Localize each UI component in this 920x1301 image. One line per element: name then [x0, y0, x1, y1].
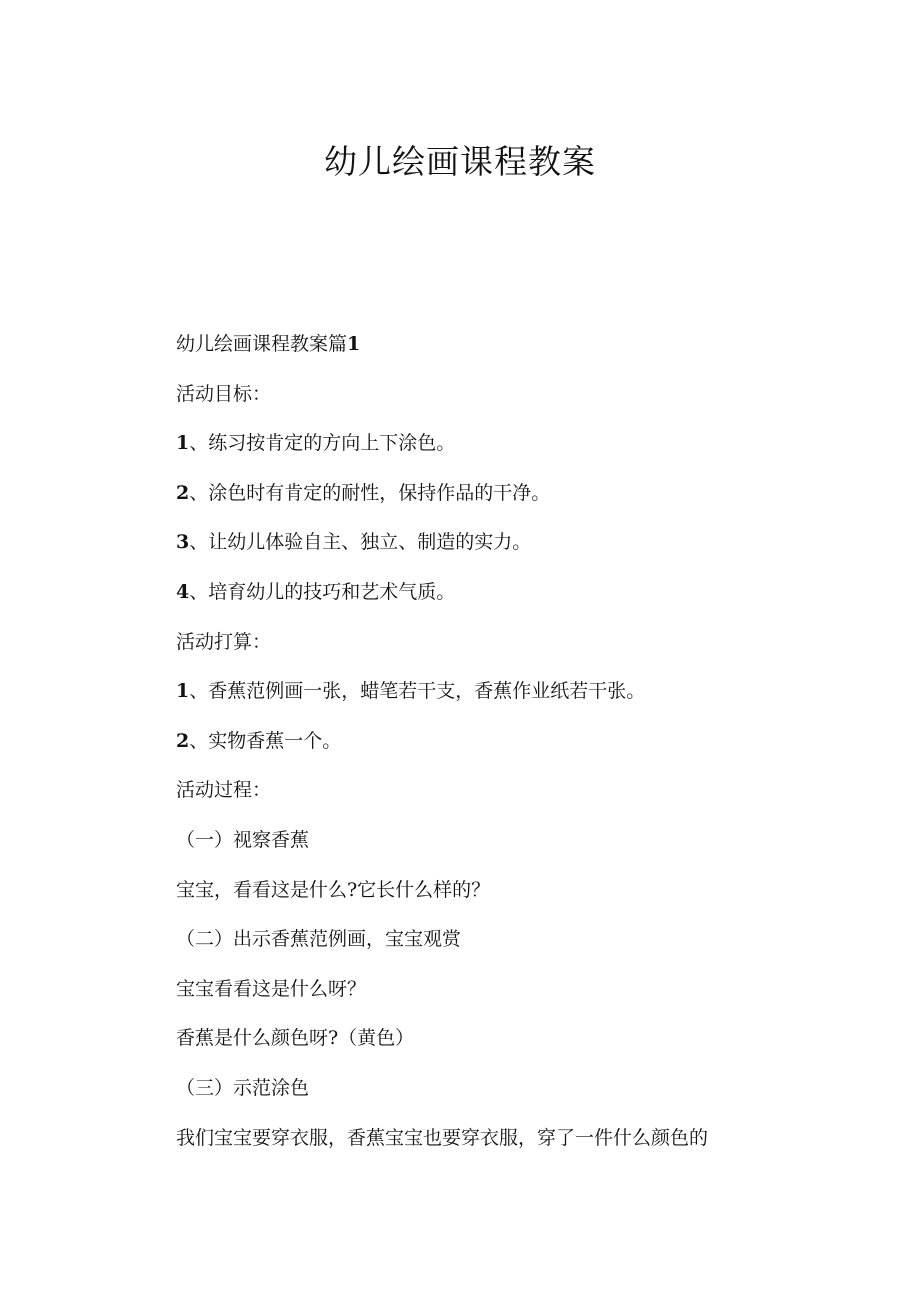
item-text: 、香蕉范例画一张，蜡笔若干支，香蕉作业纸若干张。	[189, 680, 646, 703]
document-body	[176, 320, 816, 1163]
section-heading	[176, 320, 816, 370]
section-heading-number: 1	[347, 333, 361, 355]
document-title: 幼儿绘画课程教案	[324, 142, 596, 181]
objective-item	[176, 469, 816, 519]
preparation-item	[176, 717, 816, 767]
item-number: 3	[176, 531, 190, 554]
process-heading: 活动过程：	[176, 779, 272, 802]
item-text: 、培育幼儿的技巧和艺术气质。	[189, 580, 456, 603]
item-text: 、实物香蕉一个。	[189, 729, 342, 752]
process-line: （一）视察香蕉	[176, 828, 310, 851]
item-text: 、练习按肯定的方向上下涂色。	[189, 432, 456, 455]
item-number: 4	[176, 580, 190, 603]
objective-item	[176, 518, 816, 568]
process-line: （三）示范涂色	[176, 1076, 310, 1099]
item-text: 、涂色时有肯定的耐性，保持作品的干净。	[189, 481, 551, 504]
item-number: 2	[176, 729, 190, 752]
item-number: 2	[176, 481, 190, 504]
process-line: （二）出示香蕉范例画，宝宝观赏	[176, 928, 462, 951]
section-heading-text: 幼儿绘画课程教案篇	[176, 333, 348, 355]
item-text: 、让幼儿体验自主、独立、制造的实力。	[189, 531, 532, 554]
objectives-heading: 活动目标：	[176, 382, 272, 405]
item-number: 1	[176, 432, 190, 455]
preparation-item	[176, 667, 816, 717]
item-number: 1	[176, 680, 190, 703]
process-line: 宝宝看看这是什么呀？	[176, 977, 367, 1000]
objective-item	[176, 568, 816, 618]
process-line: 香蕉是什么颜色呀?（黄色）	[176, 1027, 415, 1050]
process-line: 我们宝宝要穿衣服，香蕉宝宝也要穿衣服，穿了一件什么颜色的	[176, 1126, 709, 1149]
preparation-heading: 活动打算：	[176, 630, 272, 653]
process-line: 宝宝，看看这是什么?它长什么样的？	[176, 878, 491, 901]
objective-item	[176, 419, 816, 469]
